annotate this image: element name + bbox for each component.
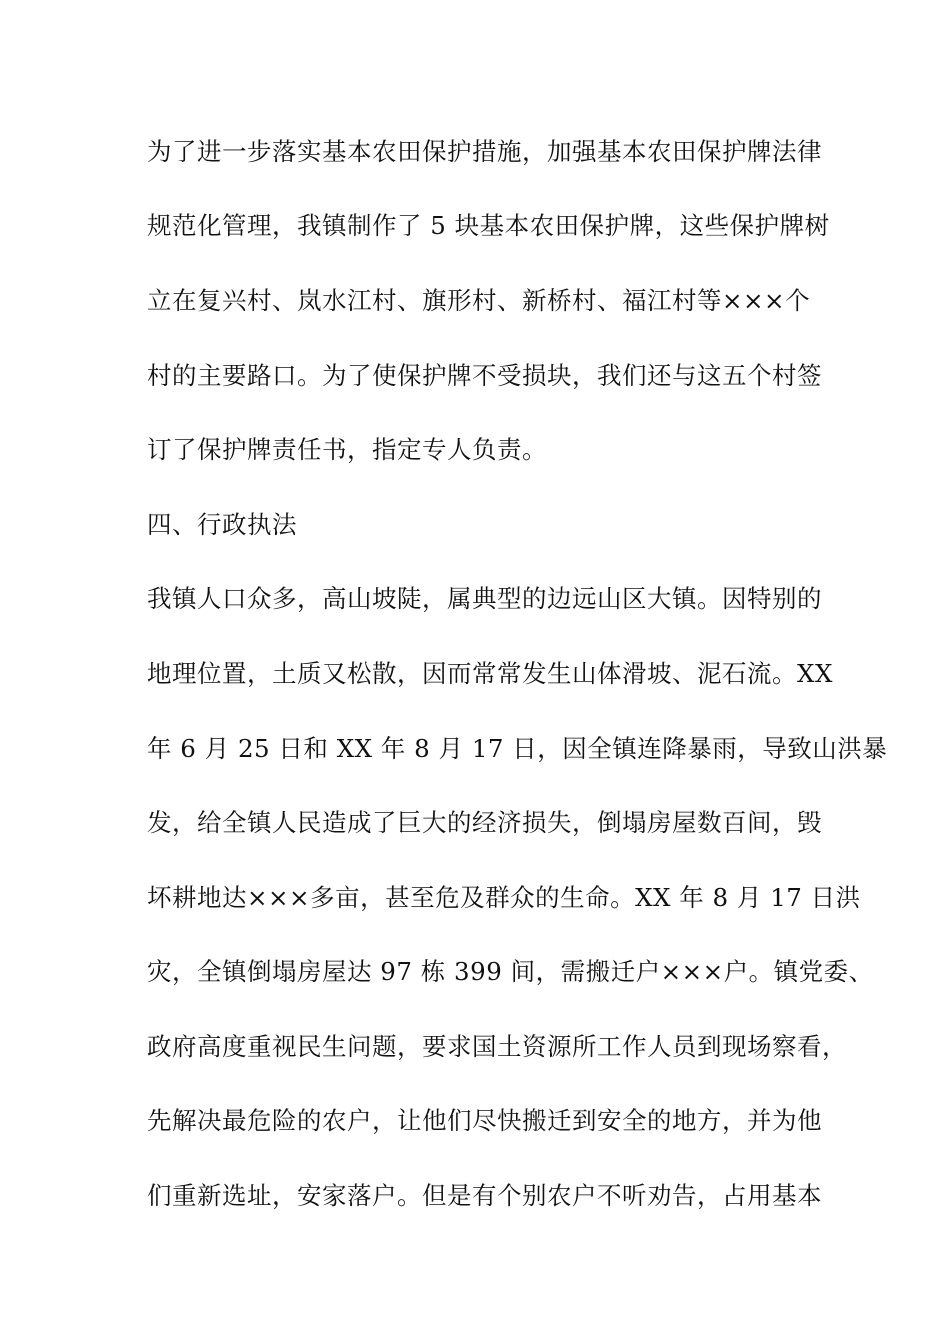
paragraph-line: 地理位置，土质又松散，因而常常发生山体滑坡、泥石流。XX bbox=[147, 659, 833, 688]
paragraph-line: 规范化管理，我镇制作了 5 块基本农田保护牌，这些保护牌树 bbox=[147, 211, 830, 240]
paragraph-line: 立在复兴村、岚水江村、旗形村、新桥村、福江村等×××个 bbox=[147, 286, 811, 315]
paragraph-line: 发，给全镇人民造成了巨大的经济损失，倒塌房屋数百间，毁 bbox=[147, 808, 822, 837]
paragraph-line: 年 6 月 25 日和 XX 年 8 月 17 日，因全镇连降暴雨，导致山洪暴 bbox=[147, 734, 888, 763]
paragraph-line: 村的主要路口。为了使保护牌不受损块，我们还与这五个村签 bbox=[147, 361, 822, 390]
paragraph-line: 订了保护牌责任书，指定专人负责。 bbox=[147, 435, 547, 464]
section-heading: 四、行政执法 bbox=[147, 510, 297, 539]
paragraph-line: 为了进一步落实基本农田保护措施，加强基本农田保护牌法律 bbox=[147, 137, 822, 166]
paragraph-line: 们重新选址，安家落户。但是有个别农户不听劝告，占用基本 bbox=[147, 1181, 822, 1210]
paragraph-line: 坏耕地达×××多亩，甚至危及群众的生命。XX 年 8 月 17 日洪 bbox=[147, 883, 861, 912]
paragraph-line: 先解决最危险的农户，让他们尽快搬迁到安全的地方，并为他 bbox=[147, 1106, 822, 1135]
paragraph-line: 灾，全镇倒塌房屋达 97 栋 399 间，需搬迁户×××户。镇党委、 bbox=[147, 957, 874, 986]
paragraph-line: 我镇人口众多，高山坡陡，属典型的边远山区大镇。因特别的 bbox=[147, 584, 822, 613]
paragraph-line: 政府高度重视民生问题，要求国土资源所工作人员到现场察看， bbox=[147, 1032, 847, 1061]
